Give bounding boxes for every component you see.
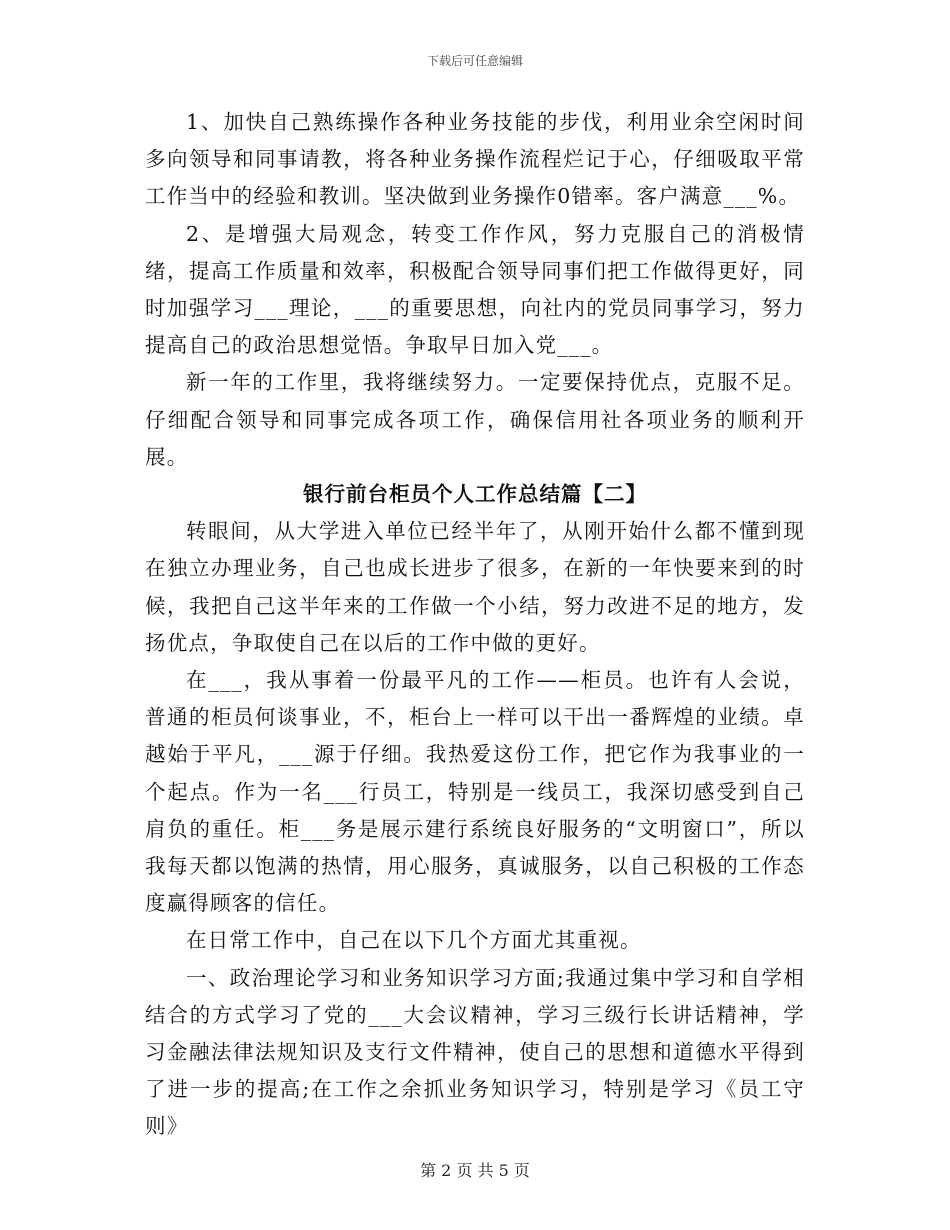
- paragraph-intro: 转眼间，从大学进入单位已经半年了，从刚开始什么都不懂到现在独立办理业务，自己也成长进步了很多，在新的一年快要来到的时候，我把自己这半年来的工作做一个小结，努力改进不足的地方，发扬优点，争取使自己在以后的工作中做的更好。: [145, 519, 805, 655]
- page-footer: 第 2 页 共 5 页: [420, 1161, 530, 1180]
- paragraph-item-1: 1、加快自己熟练操作各种业务技能的步伐，利用业余空闲时间多向领导和同事请教，将各种业务操作流程烂记于心，仔细吸取平常工作当中的经验和教训。坚决做到业务操作0错率。客户满意___%。: [145, 110, 805, 209]
- paragraph-study: 一、政治理论学习和业务知识学习方面;我通过集中学习和自学相结合的方式学习了党的___大会议精神，学习三级行长讲话精神，学习金融法律法规知识及支行文件精神，使自己的思想和道德水平得到了进一步的提高;在工作之余抓业务知识学习，特别是学习《员工守则》: [145, 965, 805, 1139]
- paragraph-item-2: 2、是增强大局观念，转变工作作风，努力克服自己的消极情绪，提高工作质量和效率，积极配合领导同事们把工作做得更好，同时加强学习___理论，___的重要思想，向社内的党员同事学习，努力提高自己的政治思想觉悟。争取早日加入党___。: [145, 221, 805, 358]
- paragraph-teller-role: 在___，我从事着一份最平凡的工作——柜员。也许有人会说，普通的柜员何谈事业，不，柜台上一样可以干出一番辉煌的业绩。卓越始于平凡，___源于仔细。我热爱这份工作，把它作为我事业的一个起点。作为一名___行员工，特别是一线员工，我深切感受到自己肩负的重任。柜___务是展示建行系统良好服务的“文明窗口”，所以我每天都以饱满的热情，用心服务，真诚服务，以自己积极的工作态度赢得顾客的信任。: [145, 668, 805, 916]
- document-body: [145, 104, 805, 1146]
- paragraph-new-year: 新一年的工作里，我将继续努力。一定要保持优点，克服不足。仔细配合领导和同事完成各项工作，确保信用社各项业务的顺利开展。: [145, 370, 805, 469]
- section-title: 银行前台柜员个人工作总结篇【二】: [303, 482, 647, 507]
- paragraph-daily-work: 在日常工作中，自己在以下几个方面尤其重视。: [186, 928, 642, 953]
- page-header: 下载后可任意编辑: [426, 54, 523, 68]
